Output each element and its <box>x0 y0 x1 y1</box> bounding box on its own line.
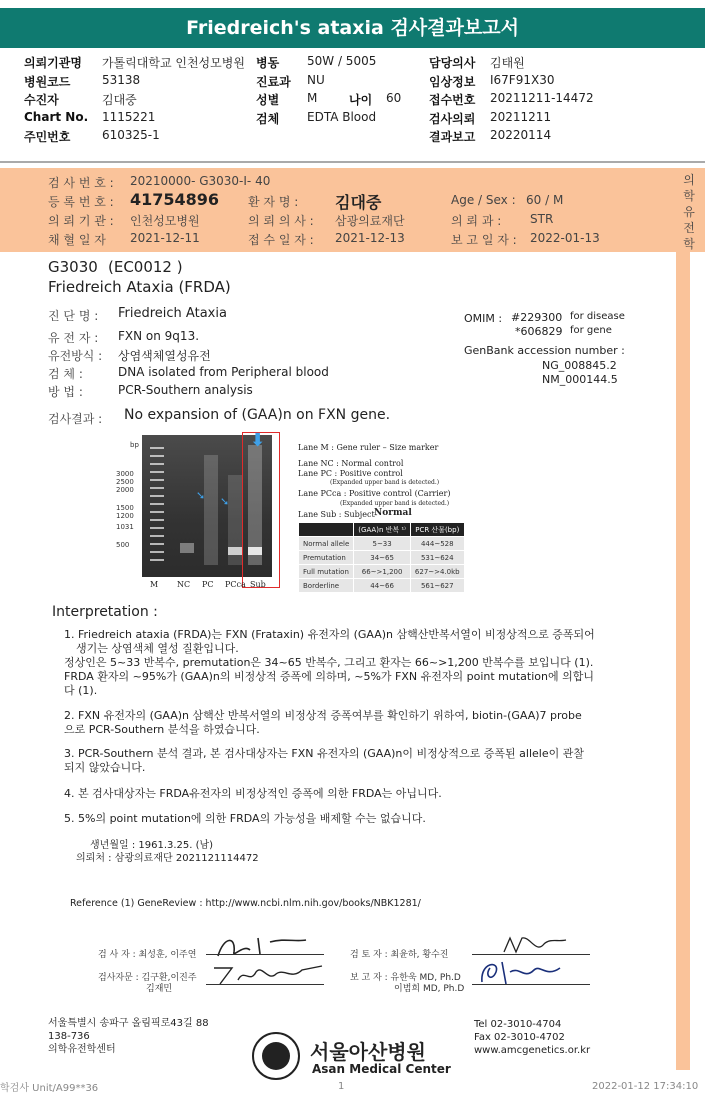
gene-value: FXN on 9q13. <box>118 329 200 343</box>
req-dept: STR <box>530 212 554 226</box>
table-row <box>299 579 465 593</box>
birth-date: 생년월일 : 1961.3.25. (남) <box>90 840 214 851</box>
table-cell: Full mutation <box>299 565 354 579</box>
code-label: 병원코드 <box>24 74 71 89</box>
interpretation-title: Interpretation : <box>52 604 158 620</box>
table-header <box>299 523 354 537</box>
hospital-name-ko: 서울아산병원 <box>310 1040 426 1064</box>
advisor-2: 김재민 <box>146 984 173 994</box>
postal-code: 138-736 <box>48 1031 90 1042</box>
hospital-value: 가톨릭대학교 인천성모병원 <box>102 56 245 70</box>
sex-label: 성별 <box>256 93 280 107</box>
signature-line <box>472 984 590 985</box>
request-label: 검사의뢰 <box>429 111 476 126</box>
table-header-row <box>299 523 465 537</box>
report-date-value: 20220114 <box>490 128 552 142</box>
fax: Fax 02-3010-4702 <box>474 1032 565 1043</box>
pc-smear <box>204 455 218 565</box>
table-cell: 5~33 <box>354 537 411 551</box>
receipt-value: 20211211-14472 <box>490 91 594 105</box>
interp-p5: 5. 5%의 point mutation에 의한 FRDA의 가능성을 배제할 수는 없습니다. <box>64 812 426 825</box>
hospital-label: 의뢰기관명 <box>24 56 82 70</box>
vertical-dept-label <box>681 172 697 252</box>
result-value: No expansion of (GAA)n on FXN gene. <box>124 407 391 423</box>
sample-label: 검 체 : <box>48 367 83 381</box>
table-cell: Normal allele <box>299 537 354 551</box>
examiner: 검 사 자 : 최성훈, 이주연 <box>98 950 197 960</box>
marker-1031: 1031 <box>116 523 134 531</box>
report-body <box>30 252 690 1070</box>
interp-p3-line2: 되지 않았습니다. <box>64 761 146 774</box>
patient-value: 김대중 <box>102 93 137 107</box>
received-date: 2021-12-13 <box>335 231 405 245</box>
test-no-label: 검 사 번 호 : <box>48 176 114 190</box>
id-label: 주민번호 <box>24 130 71 144</box>
request-value: 20211211 <box>490 109 552 124</box>
vertical-char: 학 <box>683 237 695 251</box>
test-no: 20210000- G3030-I- 40 <box>130 174 271 188</box>
signature-line <box>472 954 590 955</box>
reg-no: 41754896 <box>130 190 220 209</box>
print-timestamp: 2022-01-12 17:34:10 <box>592 1081 699 1092</box>
age-value: 60 <box>386 91 402 105</box>
ec-code: (EC0012 ) <box>108 258 183 276</box>
lane-label-sub: Sub <box>250 580 266 589</box>
vertical-char: 학 <box>683 189 695 203</box>
marker-2500: 2500 <box>116 478 134 486</box>
table-row <box>299 565 465 579</box>
footer-contact <box>474 1018 590 1057</box>
table-cell: 531~624 <box>410 551 464 565</box>
vertical-char: 유 <box>683 205 695 219</box>
reported-label: 보 고 일 자 : <box>451 233 517 247</box>
table-cell: 34~65 <box>354 551 411 565</box>
unit-code: 학검사 Unit/A99**36 <box>0 1083 99 1094</box>
marker-lane <box>150 447 164 567</box>
interp-p1-line4: FRDA 환자의 ~95%가 (GAA)n의 비정상적 증폭에 의하며, ~5%가 FXN 유전자의 point mutation에 의합니 <box>64 670 594 683</box>
requester: 의뢰처 : 삼광의료재단 2021121114472 <box>76 853 259 864</box>
page-number: 1 <box>338 1081 345 1092</box>
diag-value: Friedreich Ataxia <box>118 306 227 321</box>
marker-500: 500 <box>116 541 130 549</box>
reporter: 보 고 자 : 유한욱 MD, Ph.D <box>350 973 461 983</box>
ward-label: 병동 <box>256 56 280 70</box>
table-cell: Premutation <box>299 551 354 565</box>
footer-address <box>48 1017 209 1056</box>
legend-m: Lane M : Gene ruler – Size marker <box>298 443 439 452</box>
method-value: PCR-Southern analysis <box>118 383 253 397</box>
interp-p2-line1: 2. FXN 유전자의 (GAA)n 삼핵산 반복서열의 비정상적 증폭여부를 확인하기 위하여, biotin-(GAA)7 probe <box>64 709 582 722</box>
signature-line <box>206 954 324 955</box>
interp-p1-line1: 1. Friedreich ataxia (FRDA)는 FXN (Frataxin) 유전자의 (GAA)n 삼핵산반복서열이 비정상적으로 증폭되어 <box>64 628 595 641</box>
reviewer: 검 토 자 : 최윤하, 황수진 <box>350 950 449 960</box>
dept-value: NU <box>307 72 325 87</box>
omim-label: OMIM : <box>464 312 503 325</box>
doctor-label: 담당의사 <box>429 56 476 70</box>
arrow-icon: ➘ <box>196 489 206 502</box>
received-label: 접 수 일 자 : <box>248 233 314 247</box>
omim-gene-for: for gene <box>570 325 612 336</box>
legend-pc: Lane PC : Positive control <box>298 469 403 478</box>
tel: Tel 02-3010-4704 <box>474 1019 562 1030</box>
reg-no-label: 등 록 번 호 : <box>48 195 114 209</box>
repeat-range-table <box>298 522 465 593</box>
test-code: G3030 <box>48 258 98 276</box>
legend-nc: Lane NC : Normal control <box>298 459 404 468</box>
reference: Reference (1) GeneReview : http://www.ncbi.nlm.nih.gov/books/NBK1281/ <box>70 898 421 909</box>
patient-name-label: 환 자 명 : <box>248 195 299 209</box>
omim-gene: *606829 <box>515 325 563 338</box>
table-cell: 444~528 <box>410 537 464 551</box>
table-row <box>299 551 465 565</box>
ward-value: 50W / 5005 <box>307 54 377 68</box>
diag-label: 진 단 명 : <box>48 309 99 323</box>
reporter-2: 이범희 MD, Ph.D <box>394 984 465 994</box>
genbank-label: GenBank accession number : <box>464 344 625 357</box>
interp-p1-line2: 생기는 상염색체 열성 질환입니다. <box>76 642 239 655</box>
report-date-label: 결과보고 <box>429 130 476 144</box>
interp-p2-line2: 으로 PCR-Southern 분석을 하였습니다. <box>64 723 260 736</box>
lane-label-nc: NC <box>177 580 191 589</box>
clinical-value: I67F91X30 <box>490 72 555 87</box>
vertical-char: 의 <box>683 173 695 187</box>
lane-label-m: M <box>150 580 159 589</box>
method-label: 방 법 : <box>48 385 83 399</box>
specimen-label: 검체 <box>256 111 280 126</box>
arrow-down-icon: ⬇ <box>250 430 266 451</box>
interp-p4: 4. 본 검사대상자는 FRDA유전자의 비정상적인 증폭에 의한 FRDA는 아닙니다. <box>64 787 442 800</box>
genbank-2: NM_000144.5 <box>542 373 618 386</box>
section-divider <box>0 161 705 163</box>
req-doc: 삼광의료재단 <box>335 214 405 228</box>
reported-date: 2022-01-13 <box>530 231 600 245</box>
table-header: (GAA)n 반복 ¹⁾ <box>354 523 411 537</box>
nc-band <box>180 543 194 553</box>
examiner-signature <box>214 932 310 962</box>
table-header: PCR 산물(bp) <box>410 523 464 537</box>
dept-label: 진료과 <box>256 74 291 89</box>
asan-foundation-logo-icon <box>252 1032 300 1080</box>
marker-3000: 3000 <box>116 470 134 478</box>
table-cell: Borderline <box>299 579 354 593</box>
marker-1500: 1500 <box>116 504 134 512</box>
receipt-label: 접수번호 <box>429 93 476 107</box>
report-title-banner: Friedreich's ataxia 검사결과보고서 <box>0 8 705 48</box>
inst-label: 의 뢰 기 관 : <box>48 214 114 228</box>
website-link[interactable]: www.amcgenetics.or.kr <box>474 1045 591 1056</box>
age-sex: 60 / M <box>526 193 564 207</box>
collect-label: 채 혈 일 자 <box>48 233 106 247</box>
patient-name: 김대중 <box>335 193 382 212</box>
interp-p1-line5: 다 (1). <box>64 684 98 697</box>
req-doc-label: 의 뢰 의 사 : <box>248 214 314 228</box>
gene-label: 유 전 자 : <box>48 331 99 345</box>
table-cell: 66~>1,200 <box>354 565 411 579</box>
lab-info-band <box>0 168 705 252</box>
chart-label: Chart No. <box>24 109 89 124</box>
legend-pcca-note: (Expanded upper band is detected.) <box>340 500 450 507</box>
vertical-char: 전 <box>683 221 695 235</box>
omim-disease-for: for disease <box>570 311 625 322</box>
inherit-value: 상염색체열성유전 <box>118 349 211 363</box>
table-row <box>299 537 465 551</box>
age-label: 나이 <box>349 93 373 107</box>
marker-2000: 2000 <box>116 486 134 494</box>
lane-label-pcca: PCca <box>225 580 246 589</box>
bp-label: bp <box>130 441 139 449</box>
legend-pcca: Lane PCca : Positive control (Carrier) <box>298 489 451 498</box>
subject-lane-highlight <box>242 432 280 588</box>
inst: 인천성모병원 <box>130 214 200 228</box>
center-name: 의학유전학센터 <box>48 1044 116 1055</box>
advisor: 검사자문 : 김구환,이진주 <box>98 973 197 983</box>
inherit-label: 유전방식 : <box>48 349 103 363</box>
interp-p3-line1: 3. PCR-Southern 분석 결과, 본 검사대상자는 FXN 유전자의 (GAA)n이 비정상적으로 증폭된 allele이 관찰 <box>64 747 584 760</box>
doctor-value: 김태원 <box>490 56 525 70</box>
address-line: 서울특별시 송파구 올림픽로43길 88 <box>48 1018 209 1029</box>
req-dept-label: 의 뢰 과 : <box>451 214 502 228</box>
id-value: 610325-1 <box>102 128 160 142</box>
age-sex-label: Age / Sex : <box>451 193 516 207</box>
legend-sub: Lane Sub : Subject- <box>298 510 378 519</box>
interp-p1-line3: 정상인은 5~33 반복수, premutation은 34~65 반복수, 그리고 환자는 66~>1,200 반복수를 보입니다 (1). <box>64 656 594 669</box>
result-label: 검사결과 : <box>48 412 103 426</box>
logo-emblem <box>262 1042 290 1070</box>
arrow-icon: ➘ <box>220 495 230 508</box>
patient-label: 수진자 <box>24 93 59 107</box>
sex-value: M <box>307 91 318 105</box>
pcca-band <box>228 547 242 555</box>
table-cell: 627~>4.0kb <box>410 565 464 579</box>
genbank-1: NG_008845.2 <box>542 359 617 372</box>
sample-value: DNA isolated from Peripheral blood <box>118 365 329 379</box>
clinical-label: 임상정보 <box>429 74 476 89</box>
lane-label-pc: PC <box>202 580 214 589</box>
legend-sub-result: Normal <box>374 508 412 518</box>
marker-1200: 1200 <box>116 512 134 520</box>
patient-header <box>24 54 684 147</box>
chart-value: 1115221 <box>102 109 156 124</box>
omim-disease: #229300 <box>511 311 563 324</box>
signature-line <box>206 984 324 985</box>
hospital-name-en: Asan Medical Center <box>312 1062 451 1076</box>
collect-date: 2021-12-11 <box>130 231 200 245</box>
specimen-value: EDTA Blood <box>307 109 377 124</box>
code-value: 53138 <box>102 72 141 87</box>
table-cell: 561~627 <box>410 579 464 593</box>
test-name: Friedreich Ataxia (FRDA) <box>48 278 231 296</box>
table-cell: 44~66 <box>354 579 411 593</box>
legend-pc-note: (Expanded upper band is detected.) <box>330 479 440 486</box>
